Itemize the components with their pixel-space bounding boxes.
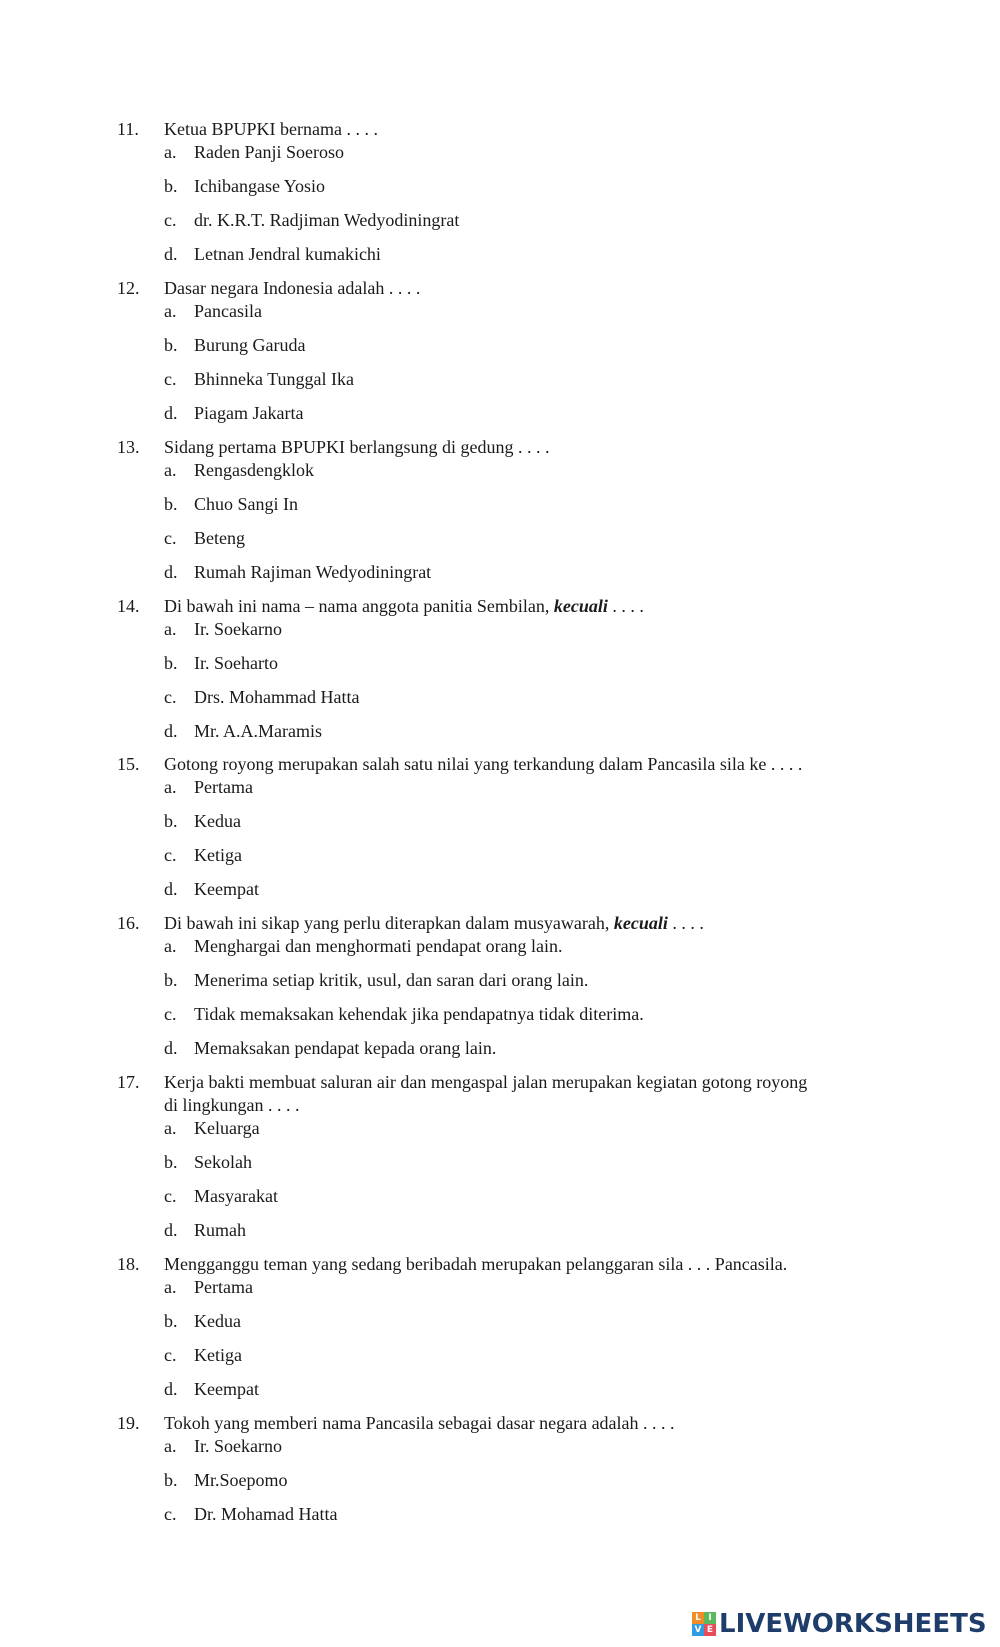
option[interactable] — [0, 527, 1000, 549]
option-letter: d. — [164, 403, 178, 423]
option[interactable] — [0, 1378, 1000, 1400]
option-text: Sekolah — [194, 1152, 252, 1172]
option-letter: d. — [164, 1379, 178, 1399]
option[interactable] — [0, 1310, 1000, 1332]
option-text: Ir. Soekarno — [194, 1436, 282, 1456]
logo-text: LIVEWORKSHEETS — [719, 1609, 987, 1639]
option-text: Kedua — [194, 811, 241, 831]
option[interactable] — [0, 402, 1000, 424]
option-letter: c. — [164, 1504, 177, 1524]
option[interactable] — [0, 1185, 1000, 1207]
option[interactable] — [0, 175, 1000, 197]
option-letter: c. — [164, 687, 177, 707]
option-text: Chuo Sangi In — [194, 494, 299, 514]
question-number: 13. — [117, 437, 140, 457]
option[interactable] — [0, 1435, 1000, 1457]
option-letter: c. — [164, 528, 177, 548]
question-number: 18. — [117, 1254, 140, 1274]
option-text: Beteng — [194, 528, 245, 548]
option-text: Mr.Soepomo — [194, 1470, 288, 1490]
option[interactable] — [0, 1276, 1000, 1298]
question-17 — [0, 1071, 1000, 1240]
logo-mark-tile: I — [704, 1612, 716, 1624]
option-letter: c. — [164, 1345, 177, 1365]
question-text-before: Di bawah ini sikap yang perlu diterapkan dalam musyawarah, — [164, 913, 614, 933]
logo-mark-tile: E — [704, 1624, 716, 1636]
option-letter: b. — [164, 970, 178, 990]
question-text-before: Di bawah ini nama – nama anggota panitia Sembilan, — [164, 596, 554, 616]
question-12 — [0, 277, 1000, 423]
option-text: Pertama — [194, 1277, 253, 1297]
option-text: Letnan Jendral kumakichi — [194, 244, 381, 264]
option-letter: c. — [164, 845, 177, 865]
option[interactable] — [0, 1117, 1000, 1139]
option-letter: b. — [164, 494, 178, 514]
option[interactable] — [0, 141, 1000, 163]
question-number: 17. — [117, 1072, 140, 1092]
question-13 — [0, 436, 1000, 582]
option-letter: b. — [164, 653, 178, 673]
option[interactable] — [0, 618, 1000, 640]
option[interactable] — [0, 652, 1000, 674]
option-text: Menghargai dan menghormati pendapat orang lain. — [194, 936, 563, 956]
logo-mark-tile: V — [692, 1624, 704, 1636]
option-text: Ir. Soeharto — [194, 653, 278, 673]
option[interactable] — [0, 720, 1000, 742]
question-text-after: . . . . — [607, 596, 644, 616]
option[interactable] — [0, 209, 1000, 231]
option-text: Rengasdengklok — [194, 460, 314, 480]
option-text: Drs. Mohammad Hatta — [194, 687, 360, 707]
question-text: Tokoh yang memberi nama Pancasila sebagai dasar negara adalah . . . . — [164, 1413, 675, 1433]
question-number: 16. — [117, 913, 140, 933]
option[interactable] — [0, 368, 1000, 390]
question-text: Dasar negara Indonesia adalah . . . . — [164, 278, 421, 298]
question-number: 11. — [117, 119, 139, 139]
question-text-emphasis: kecuali — [553, 596, 608, 616]
option[interactable] — [0, 686, 1000, 708]
option-text: Pertama — [194, 777, 253, 797]
option-letter: c. — [164, 1186, 177, 1206]
question-number: 15. — [117, 754, 140, 774]
logo-mark-icon — [692, 1612, 716, 1636]
question-text-after: . . . . — [667, 913, 704, 933]
option-letter: b. — [164, 176, 178, 196]
question-text: Gotong royong merupakan salah satu nilai yang terkandung dalam Pancasila sila ke . . . . — [164, 754, 803, 774]
option-letter: c. — [164, 210, 177, 230]
option-letter: a. — [164, 460, 177, 480]
question-16 — [0, 912, 1000, 1058]
option-text: Bhinneka Tunggal Ika — [194, 369, 354, 389]
question-number: 19. — [117, 1413, 140, 1433]
option-letter: a. — [164, 1118, 177, 1138]
option-text: dr. K.R.T. Radjiman Wedyodiningrat — [194, 210, 460, 230]
option-letter: a. — [164, 936, 177, 956]
option-text: Tidak memaksakan kehendak jika pendapatnya tidak diterima. — [194, 1004, 644, 1024]
option-text: Ketiga — [194, 1345, 242, 1365]
option-letter: a. — [164, 301, 177, 321]
option-letter: d. — [164, 562, 178, 582]
option[interactable] — [0, 1503, 1000, 1525]
option[interactable] — [0, 776, 1000, 798]
option-letter: a. — [164, 619, 177, 639]
question-number: 14. — [117, 596, 140, 616]
option-letter: a. — [164, 1277, 177, 1297]
option[interactable] — [0, 1037, 1000, 1059]
question-18 — [0, 1253, 1000, 1399]
option-letter: b. — [164, 335, 178, 355]
option-text: Rumah Rajiman Wedyodiningrat — [194, 562, 432, 582]
option[interactable] — [0, 459, 1000, 481]
question-text-line-2: di lingkungan . . . . — [164, 1095, 300, 1115]
question-text — [164, 912, 884, 934]
option[interactable] — [0, 493, 1000, 515]
option-text: Memaksakan pendapat kepada orang lain. — [194, 1038, 497, 1058]
option[interactable] — [0, 1003, 1000, 1025]
option-text: Burung Garuda — [194, 335, 306, 355]
option[interactable] — [0, 878, 1000, 900]
option-letter: a. — [164, 777, 177, 797]
option[interactable] — [0, 844, 1000, 866]
option-text: Ketiga — [194, 845, 242, 865]
question-19 — [0, 1412, 1000, 1524]
option-text: Ir. Soekarno — [194, 619, 282, 639]
liveworksheets-logo[interactable] — [692, 1609, 987, 1639]
option-letter: d. — [164, 879, 178, 899]
option-text: Dr. Mohamad Hatta — [194, 1504, 338, 1524]
option[interactable] — [0, 300, 1000, 322]
option-letter: c. — [164, 1004, 177, 1024]
option-text: Raden Panji Soeroso — [194, 142, 344, 162]
option[interactable] — [0, 334, 1000, 356]
option-letter: b. — [164, 1311, 178, 1331]
option-letter: c. — [164, 369, 177, 389]
option-text: Keempat — [194, 879, 259, 899]
option-letter: b. — [164, 811, 178, 831]
option-letter: a. — [164, 1436, 177, 1456]
option[interactable] — [0, 810, 1000, 832]
question-11 — [0, 118, 1000, 264]
question-text: Mengganggu teman yang sedang beribadah merupakan pelanggaran sila . . . Pancasila. — [164, 1254, 788, 1274]
option[interactable] — [0, 969, 1000, 991]
question-number: 12. — [117, 278, 140, 298]
option-letter: a. — [164, 142, 177, 162]
option-text: Menerima setiap kritik, usul, dan saran dari orang lain. — [194, 970, 589, 990]
option-letter: d. — [164, 1038, 178, 1058]
option-letter: d. — [164, 721, 178, 741]
option-text: Keluarga — [194, 1118, 260, 1138]
option[interactable] — [0, 1469, 1000, 1491]
option-letter: d. — [164, 244, 178, 264]
question-14 — [0, 595, 1000, 741]
option-letter: b. — [164, 1470, 178, 1490]
question-text-emphasis: kecuali — [613, 913, 668, 933]
question-text-line-1: Kerja bakti membuat saluran air dan mengaspal jalan merupakan kegiatan gotong royong — [164, 1072, 808, 1092]
question-text: Sidang pertama BPUPKI berlangsung di gedung . . . . — [164, 437, 550, 457]
option-text: Mr. A.A.Maramis — [194, 721, 322, 741]
option-text: Kedua — [194, 1311, 241, 1331]
logo-mark-tile: L — [692, 1612, 704, 1624]
option[interactable] — [0, 561, 1000, 583]
option-text: Masyarakat — [194, 1186, 278, 1206]
option[interactable] — [0, 935, 1000, 957]
option[interactable] — [0, 1151, 1000, 1173]
option[interactable] — [0, 1219, 1000, 1241]
question-text: Ketua BPUPKI bernama . . . . — [164, 119, 378, 139]
option[interactable] — [0, 1344, 1000, 1366]
option-text: Pancasila — [194, 301, 262, 321]
option-letter: b. — [164, 1152, 178, 1172]
option-letter: d. — [164, 1220, 178, 1240]
option-text: Keempat — [194, 1379, 259, 1399]
option-text: Rumah — [194, 1220, 246, 1240]
option[interactable] — [0, 243, 1000, 265]
question-15 — [0, 753, 1000, 899]
option-text: Ichibangase Yosio — [194, 176, 325, 196]
option-text: Piagam Jakarta — [194, 403, 304, 423]
question-text — [164, 595, 884, 617]
